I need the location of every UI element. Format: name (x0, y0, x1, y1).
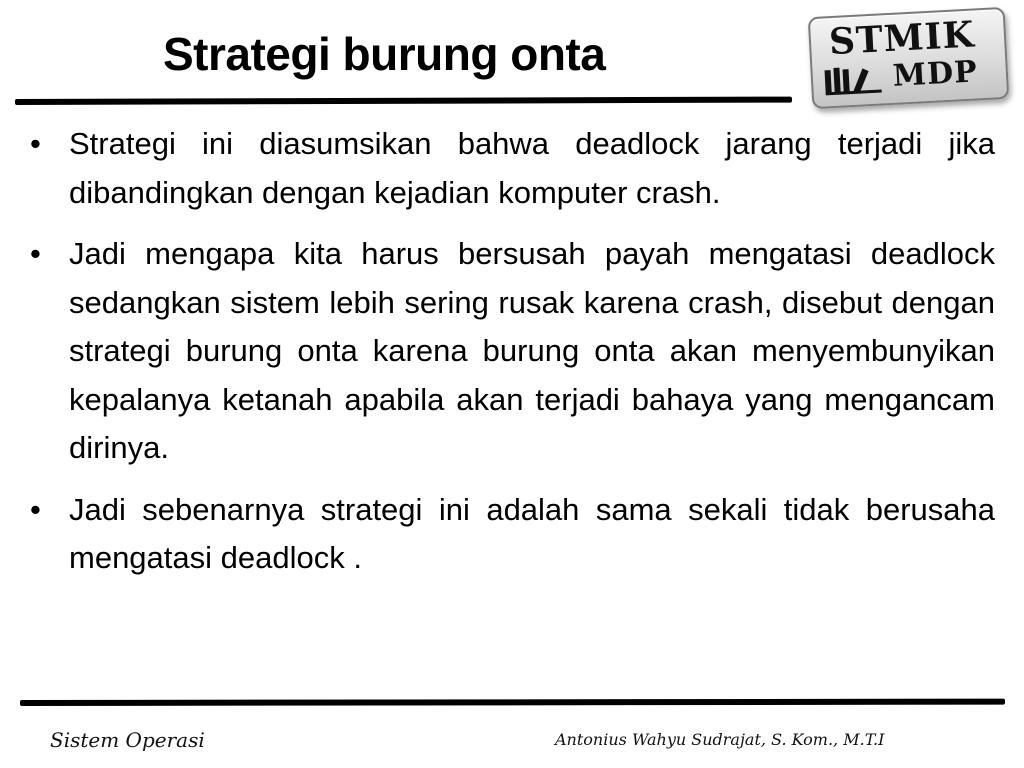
bullet-text: Jadi mengapa kita harus bersusah payah mengatasi deadlock sedangkan sistem lebih sering rusak karena crash, disebut dengan strategi burung onta karena burung onta akan menyembunyikan kepalanya ketanah apabila akan terjadi bahaya yang mengancam dirinya. (69, 236, 995, 465)
bullet-marker: • (30, 236, 41, 271)
title-divider (15, 97, 792, 105)
footer-author-name: Antonius Wahyu Sudrajat, S. Kom., M.T.I (555, 730, 885, 749)
logo-text-mdp: MDP (892, 54, 979, 94)
slide-title: Strategi burung onta (163, 28, 606, 80)
footer-course-name: Sistem Operasi (50, 728, 205, 752)
books-icon (822, 63, 885, 96)
bullet-list (30, 120, 995, 596)
bullet-text: Strategi ini diasumsikan bahwa deadlock jarang terjadi jika dibandingkan dengan kejadian komputer crash. (69, 126, 995, 210)
stmik-mdp-logo (808, 7, 1010, 109)
bullet-item (30, 230, 995, 473)
bullet-marker: • (30, 126, 41, 161)
bullet-marker: • (30, 491, 41, 527)
bullet-item (30, 486, 995, 583)
bullet-text: Jadi sebenarnya strategi ini adalah sama sekali tidak berusaha mengatasi deadlock . (69, 491, 995, 575)
logo-text-stmik: STMIK (827, 13, 976, 64)
bullet-item (30, 120, 995, 217)
footer-divider (20, 699, 1005, 706)
